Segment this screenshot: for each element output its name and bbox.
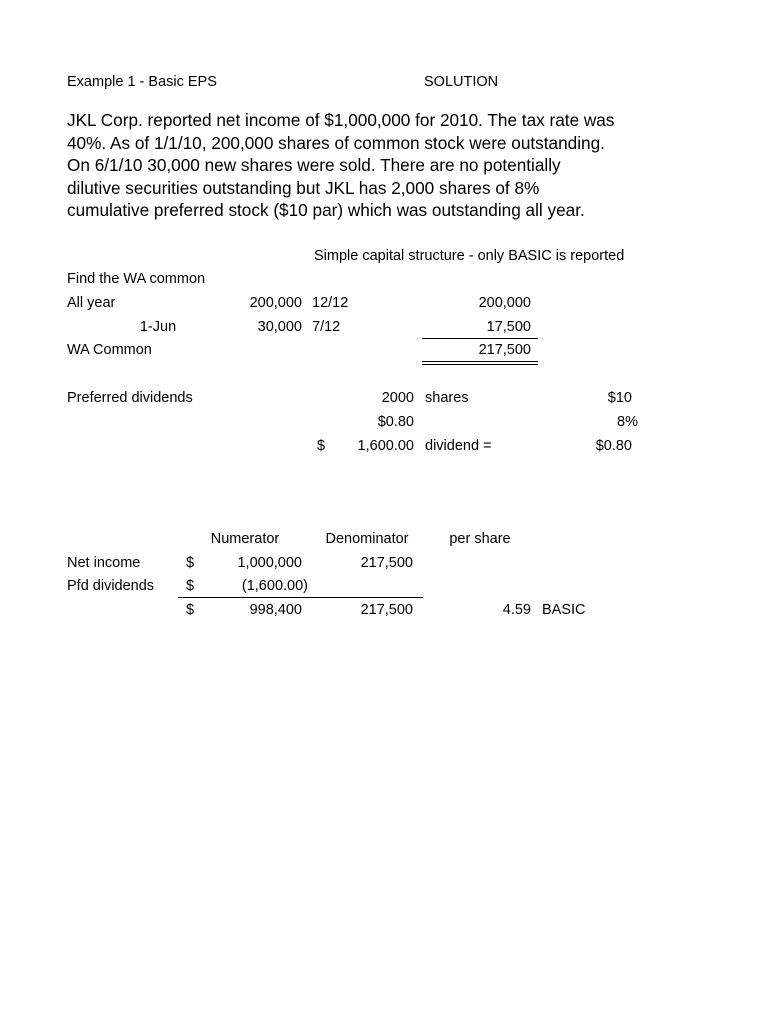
eps-sum-rule: [178, 597, 423, 598]
preferred-per-share: $0.80: [377, 414, 414, 430]
wa-row-shares: 30,000: [257, 319, 302, 335]
eps-header-numerator: Numerator: [210, 531, 280, 547]
eps-row-currency: $: [186, 578, 195, 594]
problem-line: JKL Corp. reported net income of $1,000,000 for 2010. The tax rate was: [67, 110, 615, 130]
preferred-total: 1,600.00: [357, 438, 414, 454]
eps-header-per-share: per share: [449, 531, 511, 547]
preferred-par: $10: [607, 390, 632, 406]
capital-structure-note: Simple capital structure - only BASIC is reported: [314, 248, 625, 264]
eps-row-currency: $: [186, 555, 195, 571]
eps-row-numerator: 1,000,000: [237, 555, 302, 571]
eps-per-share-value: 4.59: [502, 602, 531, 618]
preferred-rate: 8%: [617, 414, 638, 430]
wa-row-shares: 200,000: [249, 295, 302, 311]
eps-total-currency: $: [186, 602, 195, 618]
solution-label: SOLUTION: [424, 74, 499, 90]
problem-line: On 6/1/10 30,000 new shares were sold. There are no potentially: [67, 155, 561, 175]
preferred-currency: $: [317, 438, 326, 454]
sum-rule: [422, 338, 538, 339]
eps-row-denominator: 217,500: [360, 555, 413, 571]
preferred-shares-word: shares: [425, 390, 469, 406]
eps-basic-tag: BASIC: [542, 602, 586, 618]
wa-row-label: 1-Jun: [139, 319, 177, 335]
wa-total-value: 217,500: [478, 342, 531, 358]
eps-row-label: Pfd dividends: [67, 578, 155, 594]
eps-total-denominator: 217,500: [360, 602, 413, 618]
double-rule-bottom: [422, 364, 538, 365]
page-title: Example 1 - Basic EPS: [67, 74, 217, 90]
double-rule-top: [422, 361, 538, 362]
problem-line: cumulative preferred stock ($10 par) which was outstanding all year.: [67, 200, 585, 220]
problem-line: 40%. As of 1/1/10, 200,000 shares of common stock were outstanding.: [67, 132, 605, 153]
eps-row-label: Net income: [67, 555, 141, 571]
wa-row-weighted: 200,000: [478, 295, 531, 311]
wa-row-label: All year: [67, 295, 116, 311]
wa-row-weighted: 17,500: [486, 319, 531, 335]
preferred-label: Preferred dividends: [67, 390, 193, 406]
preferred-shares-count: 2000: [381, 390, 414, 406]
problem-statement: [67, 109, 707, 222]
dividend-value: $0.80: [595, 438, 632, 454]
wa-row-fraction: 7/12: [312, 319, 341, 335]
wa-total-label: WA Common: [67, 342, 152, 358]
wa-heading: Find the WA common: [67, 271, 206, 287]
dividend-label: dividend =: [425, 438, 492, 454]
wa-row-fraction: 12/12: [312, 295, 349, 311]
problem-line: dilutive securities outstanding but JKL has 2,000 shares of 8%: [67, 177, 540, 198]
eps-total-numerator: 998,400: [249, 602, 302, 618]
eps-row-numerator: (1,600.00): [241, 578, 308, 594]
eps-header-denominator: Denominator: [325, 531, 409, 547]
